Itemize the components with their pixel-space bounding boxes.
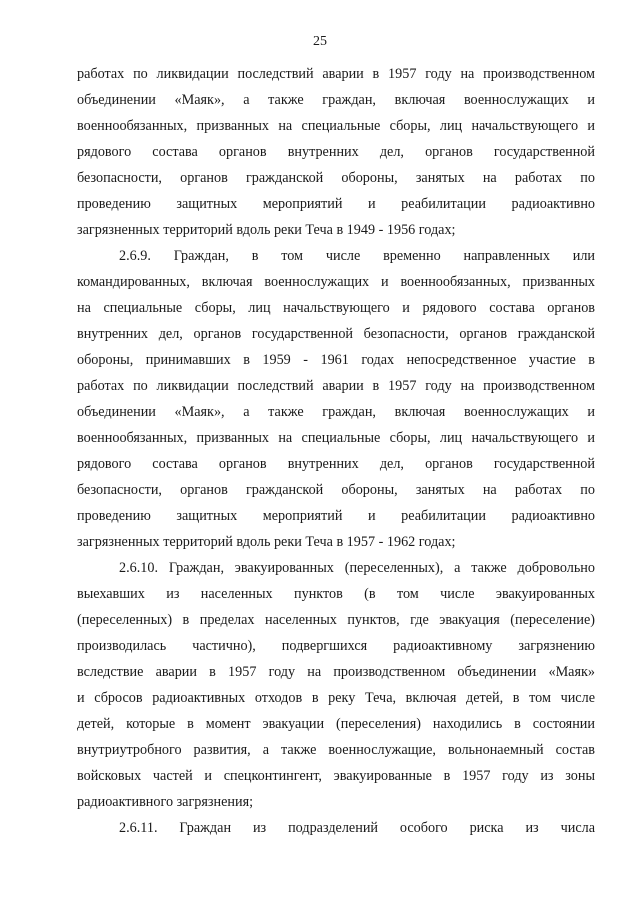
text-line: выехавших из населенных пунктов (в том числе эвакуированных [77, 586, 595, 602]
text-line: войсковых частей и спецконтингент, эвакуированные в 1957 году из зоны [77, 768, 595, 784]
text-line: объединении «Маяк», а также граждан, включая военнослужащих и [77, 404, 595, 420]
paragraph-2-6-11-first-line: 2.6.11. Граждан из подразделений особого риска из числа [119, 820, 595, 836]
text-line: на специальные сборы, лиц начальствующего и рядового состава органов [77, 300, 595, 316]
text-line: безопасности, органов гражданской обороны, занятых на работах по [77, 170, 595, 186]
text-line: военнообязанных, призванных на специальные сборы, лиц начальствующего и [77, 118, 595, 134]
text-line: внутриутробного развития, а также военнослужащие, вольнонаемный состав [77, 742, 595, 758]
text-line: безопасности, органов гражданской обороны, занятых на работах по [77, 482, 595, 498]
text-line: рядового состава органов внутренних дел, органов государственной [77, 144, 595, 160]
text-line: загрязненных территорий вдоль реки Теча в 1949 - 1956 годах; [77, 222, 456, 238]
text-line: рядового состава органов внутренних дел, органов государственной [77, 456, 595, 472]
text-line: обороны, принимавших в 1959 - 1961 годах непосредственное участие в [77, 352, 595, 368]
text-line: (переселенных) в пределах населенных пунктов, где эвакуация (переселение) [77, 612, 595, 628]
text-line: военнообязанных, призванных на специальные сборы, лиц начальствующего и [77, 430, 595, 446]
text-line: работах по ликвидации последствий аварии в 1957 году на производственном [77, 66, 595, 82]
text-line: вследствие аварии в 1957 году на производственном объединении «Маяк» [77, 664, 595, 680]
text-line: проведению защитных мероприятий и реабилитации радиоактивно [77, 508, 595, 524]
text-line: детей, которые в момент эвакуации (переселения) находились в состоянии [77, 716, 595, 732]
paragraph-2-6-10-first-line: 2.6.10. Граждан, эвакуированных (переселенных), а также добровольно [119, 560, 595, 576]
text-line: объединении «Маяк», а также граждан, включая военнослужащих и [77, 92, 595, 108]
paragraph-2-6-9-first-line: 2.6.9. Граждан, в том числе временно направленных или [119, 248, 595, 264]
text-line: и сбросов радиоактивных отходов в реку Теча, включая детей, в том числе [77, 690, 595, 706]
text-line: производилась частично), подвергшихся радиоактивному загрязнению [77, 638, 595, 654]
text-line: радиоактивного загрязнения; [77, 794, 254, 810]
text-line: загрязненных территорий вдоль реки Теча в 1957 - 1962 годах; [77, 534, 456, 550]
text-line: работах по ликвидации последствий аварии в 1957 году на производственном [77, 378, 595, 394]
text-line: проведению защитных мероприятий и реабилитации радиоактивно [77, 196, 595, 212]
page-number: 25 [313, 34, 327, 49]
text-line: внутренних дел, органов государственной безопасности, органов гражданской [77, 326, 595, 342]
text-line: командированных, включая военнослужащих и военнообязанных, призванных [77, 274, 595, 290]
